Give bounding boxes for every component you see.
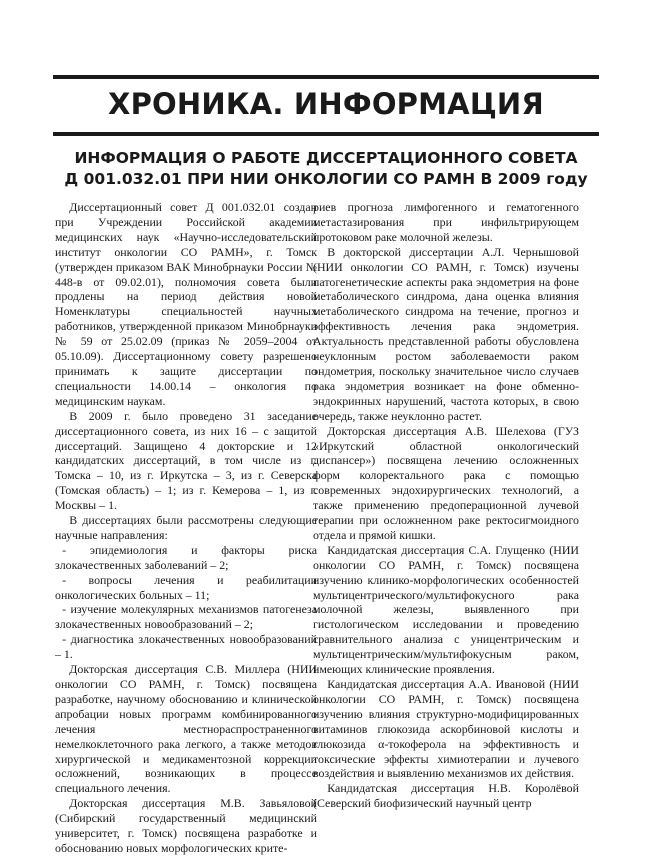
- article-title-line-2: Д 001.032.01 ПРИ НИИ ОНКОЛОГИИ СО РАМН В 2009 году: [64, 170, 588, 188]
- header-top-rule: [53, 75, 599, 79]
- paragraph: Докторская диссертация А.В. Шелехова (ГУЗ «Иркутский областной онкологический диспансер») посвящена лечению осложненных форм колоректального рака с помощью современных эндохирургических технологий, а также применению предоперационной лучевой терапии при осложненном раке ректосигмоидного отдела и прямой кишки.: [313, 423, 579, 542]
- list-item: - эпидемиология и факторы риска злокачественных заболеваний – 2;: [55, 542, 317, 572]
- section-title: ХРОНИКА. ИНФОРМАЦИЯ: [108, 87, 544, 121]
- paragraph: В 2009 г. было проведено 31 заседание диссертационного совета, из них 16 – с защитой диссертаций. Защищено 4 докторские и 12 кандидатских диссертаций, в том числе из г. Томска – 10, из г. Иркутска – 3, из г. Северска (Томская область) – 1; из г. Кемерова – 1, из г. Москвы – 1.: [55, 408, 317, 513]
- paragraph: Диссертационный совет Д 001.032.01 создан при Учреждении Российской академии медицинских наук «Научно-исследовательский институт онкологии СО РАМН», г. Томск (утвержден приказом ВАК Минобрнауки России № 448-в от 09.02.01), полномочия совета были продлены на период действия новой Номенклатуры специальностей научных работников, утвержденной приказом Минобрнауки № 59 от 25.02.09 (приказ № 2059–2004 от 05.10.09). Диссертационному совету разрешено принимать к защите диссертации по специальности 14.00.14 – онкология по медицинским наукам.: [55, 200, 317, 408]
- paragraph: Кандидатская диссертация Н.В. Королёвой (Северский биофизический научный центр: [313, 781, 579, 811]
- left-column: [55, 200, 317, 856]
- paragraph: Докторская диссертация С.В. Миллера (НИИ онкологии СО РАМН, г. Томск) посвящена разработке, научному обоснованию и клинической апробации новых программ комбинированного лечения местнораспространенного немелкоклеточного рака легкого, а также методов хирургической и медикаментозной коррекции осложнений, возникающих в процессе специального лечения.: [55, 662, 317, 796]
- article-title-line-1: ИНФОРМАЦИЯ О РАБОТЕ ДИССЕРТАЦИОННОГО СОВЕТА: [74, 149, 578, 167]
- list-item: - вопросы лечения и реабилитации онкологических больных – 11;: [55, 572, 317, 602]
- paragraph: Кандидатская диссертация С.А. Глущенко (НИИ онкологии СО РАМН, г. Томск) посвящена изучению клинико-морфологических особенностей мультицентрического/мультифокусного рака молочной железы, выявленного при гистологическом исследовании и проведению сравнительного анализа с уницентрическим и мультицентрическим/мультифокусным раком, имеющих клинические проявления.: [313, 542, 579, 677]
- paragraph: В диссертациях были рассмотрены следующие научные направления:: [55, 513, 317, 542]
- list-item: - изучение молекулярных механизмов патогенеза злокачественных новообразований – 2;: [55, 602, 317, 632]
- list-item: - диагностика злокачественных новообразований – 1.: [55, 632, 317, 662]
- paragraph: В докторской диссертации А.Л. Чернышовой (НИИ онкологии СО РАМН, г. Томск) изучены патогенетические аспекты рака эндометрия на фоне метаболического синдрома, дана оценка влияния метаболического синдрома на течение, прогноз и эффективность лечения рака эндометрия. Актуальность представленной работы обусловлена неуклонным ростом заболеваемости раком эндометрия, поскольку значительное число случаев рака эндометрия возникает на фоне обменно-эндокринных нарушений, частота которых, в свою очередь, также неуклонно растет.: [313, 244, 579, 423]
- paragraph: риев прогноза лимфогенного и гематогенного метастазирования при инфильтрирующем протоковом раке молочной железы.: [313, 200, 579, 244]
- header-bottom-rule: [53, 132, 599, 136]
- paragraph: Докторская диссертация М.В. Завьяловой (Сибирский государственный медицинский университет, г. Томск) посвящена разработке и обоснованию новых морфологических крите-: [55, 796, 317, 855]
- article-title: [53, 148, 599, 190]
- right-column: [313, 200, 579, 811]
- paragraph: Кандидатская диссертация А.А. Ивановой (НИИ онкологии СО РАМН, г. Томск) посвящена изучению влияния структурно-модифицированных витаминов глюкозида аскорбиновой кислоты и глюкозида α-токоферола на эффективность и токсические эффекты химиотерапии и лучевого воздействия и выявлению механизмов их действия.: [313, 677, 579, 781]
